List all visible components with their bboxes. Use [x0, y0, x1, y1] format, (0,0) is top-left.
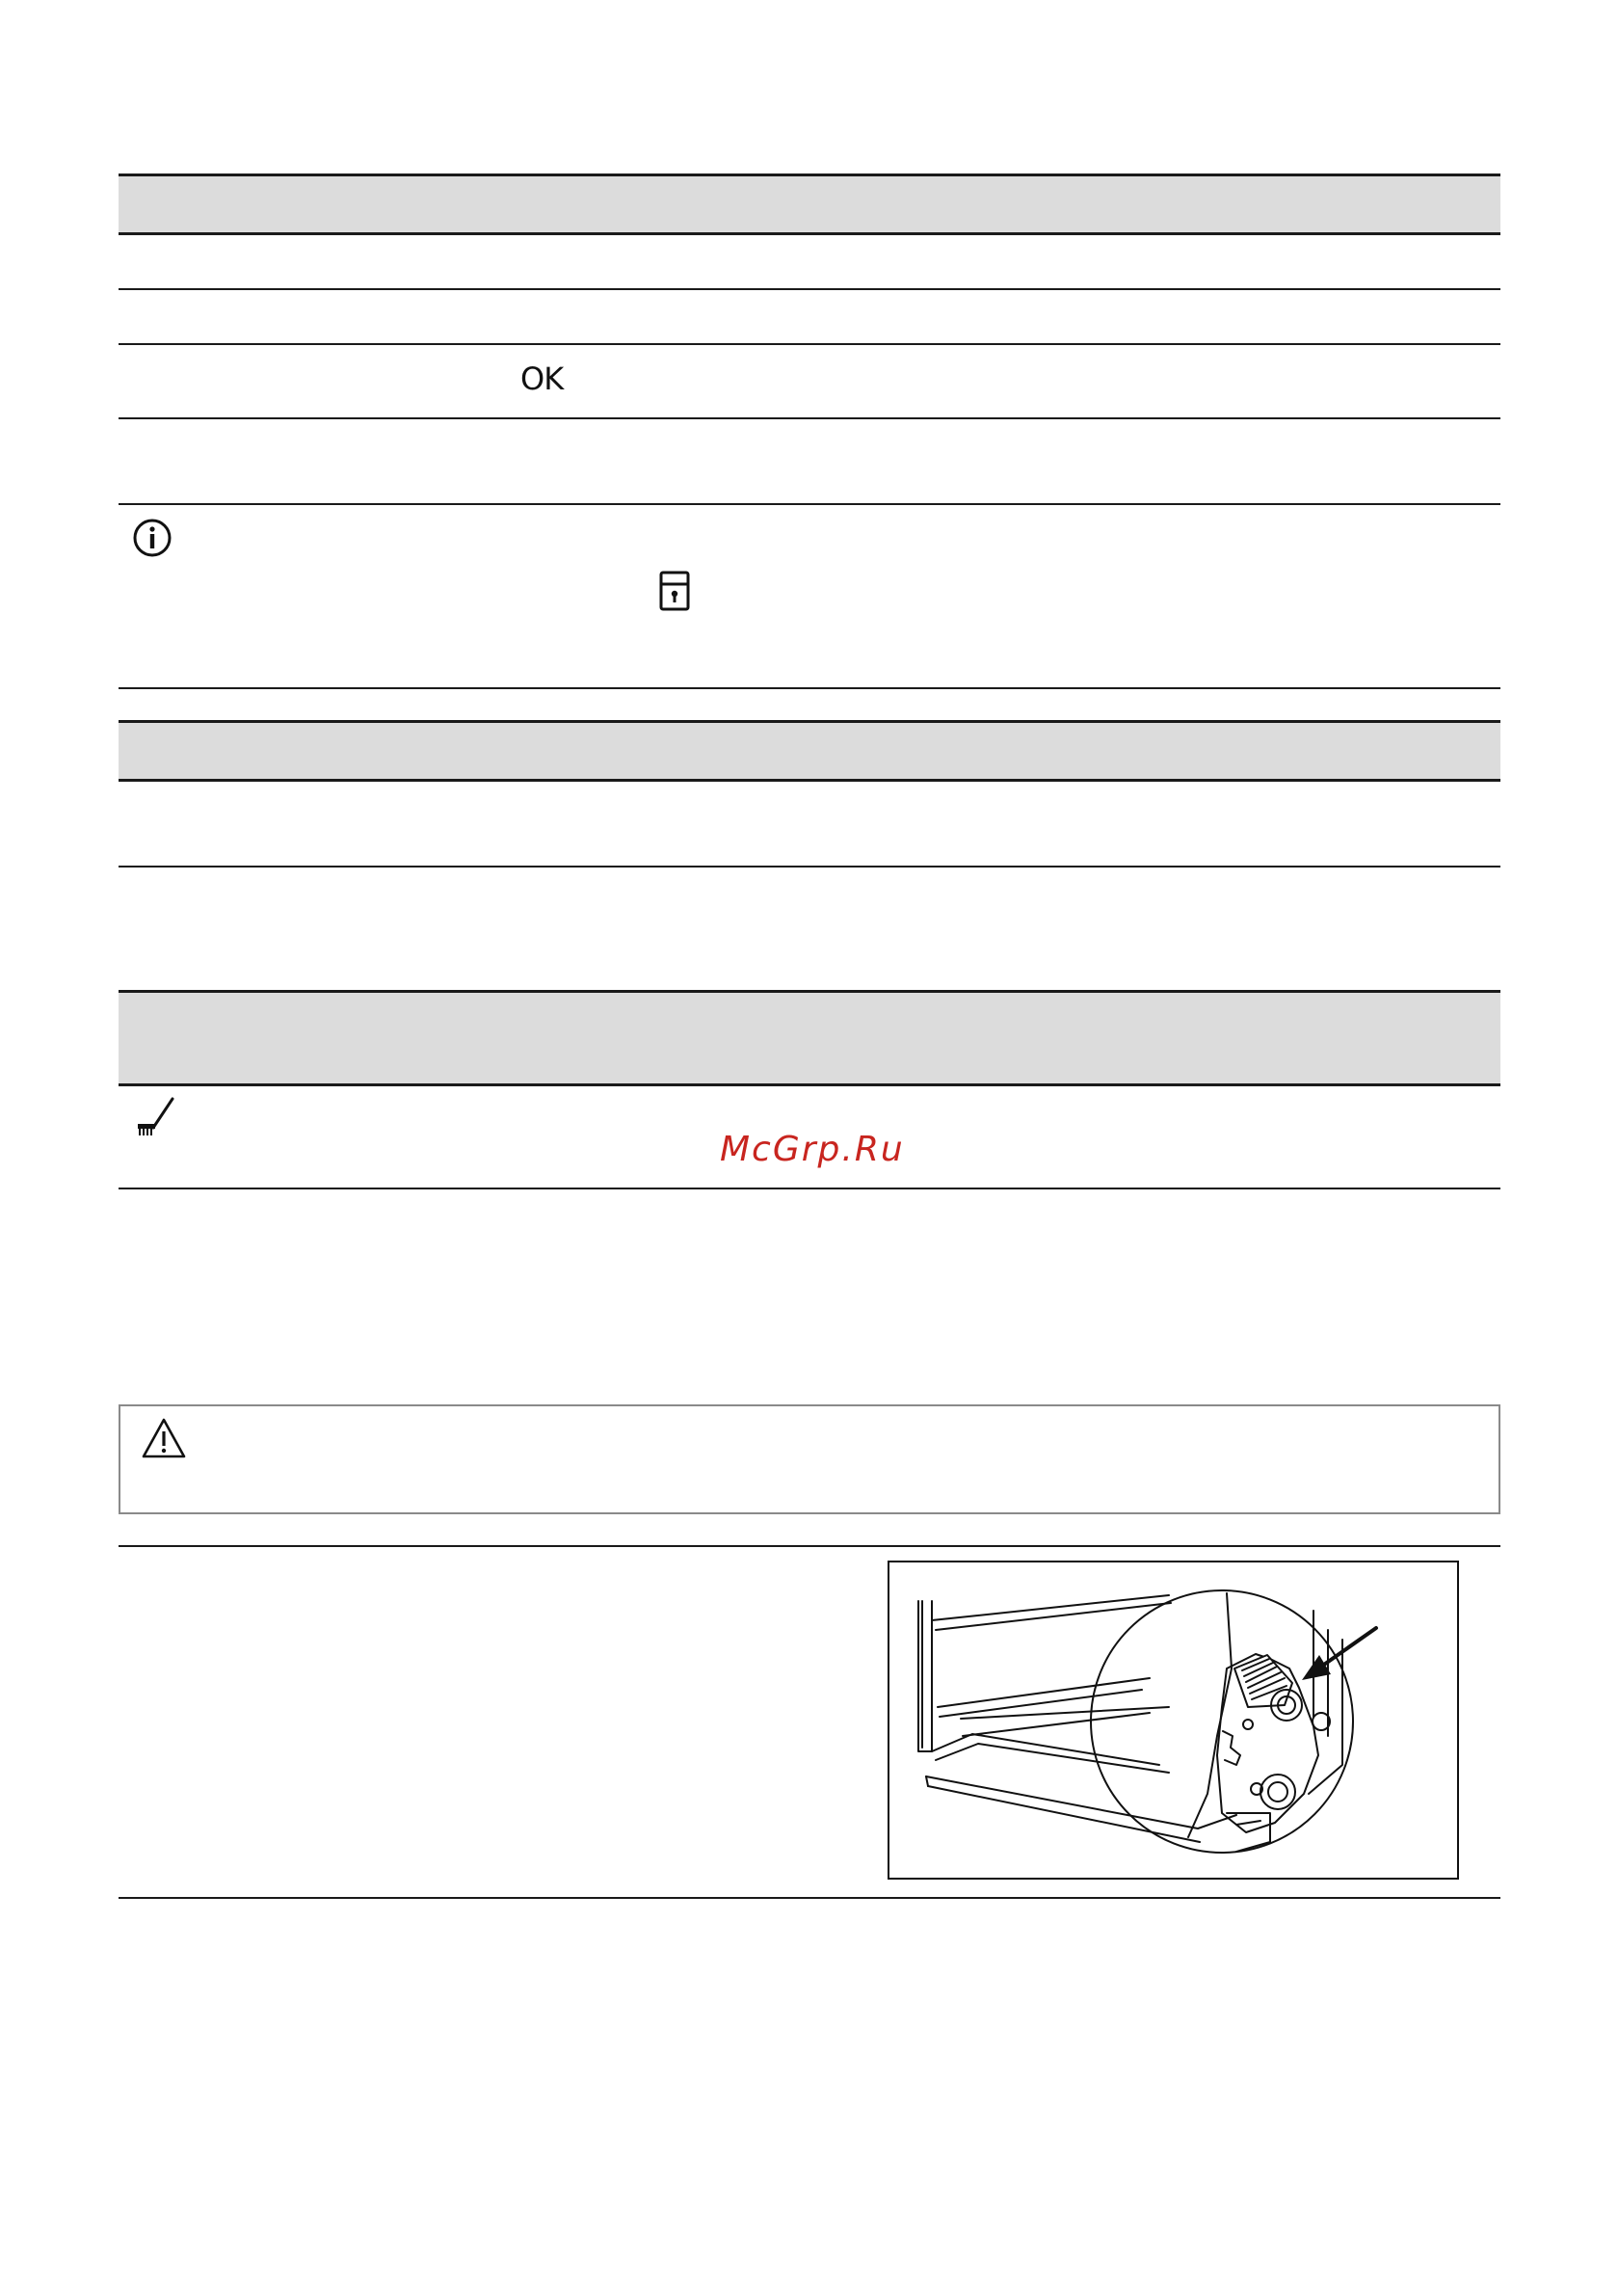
door-lock-icon	[658, 571, 691, 611]
figure-bottom-rule	[119, 1897, 1500, 1899]
table1-top-rule	[119, 174, 1500, 176]
table3-bottom-rule	[119, 1188, 1500, 1189]
table1-row2-rule	[119, 343, 1500, 345]
table3-top-rule	[119, 990, 1500, 993]
table2-header	[119, 722, 1500, 780]
warning-triangle-icon	[140, 1416, 188, 1460]
table3-header	[119, 992, 1500, 1084]
door-hinge-figure	[888, 1561, 1459, 1880]
table1-header	[119, 175, 1500, 233]
oven-door-hinge-illustration	[889, 1562, 1457, 1878]
figure-top-rule	[119, 1545, 1500, 1547]
table1-row3-rule	[119, 417, 1500, 419]
table2-top-rule	[119, 720, 1500, 723]
watermark: McGrp.Ru	[720, 1130, 905, 1169]
table1-bottom-rule	[119, 687, 1500, 689]
warning-box	[119, 1404, 1500, 1514]
table3-header-rule	[119, 1083, 1500, 1086]
table1-header-rule	[119, 232, 1500, 235]
table1-row4-rule	[119, 503, 1500, 505]
brush-cleaning-icon	[134, 1095, 178, 1139]
ok-button-label: OK	[520, 360, 564, 397]
table2-bottom-rule	[119, 866, 1500, 868]
table1-row1-rule	[119, 288, 1500, 290]
info-icon	[132, 518, 172, 558]
table2-header-rule	[119, 779, 1500, 782]
